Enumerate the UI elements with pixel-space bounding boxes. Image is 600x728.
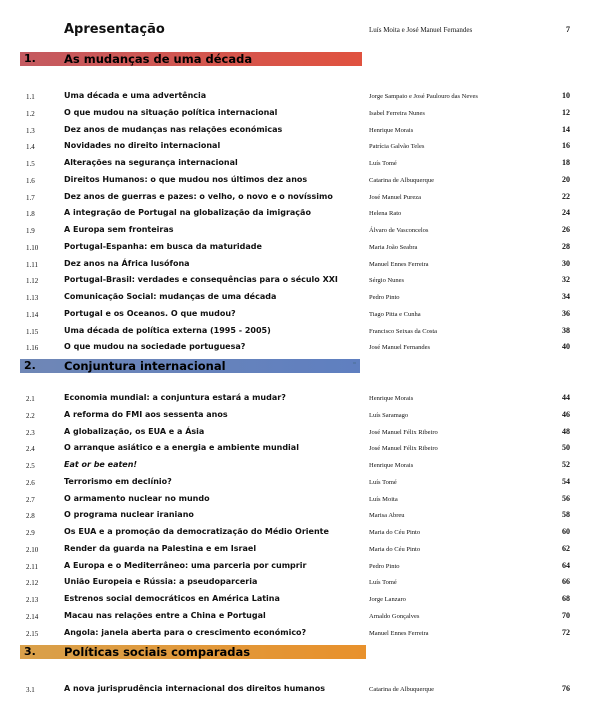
- entry-title: Portugal-Brasil: verdades e consequências para o século XXI: [64, 275, 338, 285]
- section-3-header[interactable]: [20, 645, 366, 659]
- toc-entry[interactable]: [0, 242, 600, 256]
- entry-author: Henrique Morais: [369, 462, 414, 469]
- decorative-dash: [353, 362, 356, 364]
- entry-title: Terrorismo em declínio?: [64, 476, 172, 486]
- entry-author: Manuel Ennes Ferreira: [369, 629, 429, 637]
- entry-page: 32: [562, 275, 570, 285]
- entry-number: 2.9: [26, 529, 35, 537]
- entry-number: 3.1: [26, 686, 35, 694]
- section-title: As mudanças de uma década: [64, 52, 253, 66]
- toc-entry[interactable]: [0, 443, 600, 457]
- toc-entry[interactable]: [0, 342, 600, 356]
- entry-author: Luís Tomé: [369, 579, 397, 587]
- entry-number: 1.9: [26, 227, 35, 235]
- entry-page: 18: [562, 158, 570, 167]
- entry-page: 10: [562, 91, 570, 100]
- entry-title: Economia mundial: a conjuntura estará a mudar?: [64, 393, 286, 402]
- entry-author: Henrique Morais: [369, 395, 414, 402]
- entry-title: Eat or be eaten!: [64, 460, 138, 469]
- entry-number: 2.12: [26, 579, 39, 588]
- entry-author: Francisco Seixas da Costa: [369, 327, 438, 335]
- entry-title: Os EUA e a promoção da democratização do Médio Oriente: [64, 527, 329, 536]
- entry-number: 1.12: [26, 277, 39, 286]
- entry-number: 2.10: [26, 545, 39, 554]
- toc-entry[interactable]: [0, 192, 600, 206]
- toc-entry[interactable]: [0, 561, 600, 575]
- section-1-header[interactable]: [20, 52, 362, 66]
- entry-title: Uma década e uma advertência: [64, 91, 207, 100]
- toc-entry[interactable]: [0, 427, 600, 441]
- toc-entry[interactable]: [0, 175, 600, 189]
- entry-title: A nova jurisprudência internacional dos direitos humanos: [64, 684, 325, 693]
- entry-author: Helena Rato: [369, 210, 402, 218]
- toc-entry[interactable]: [0, 594, 600, 608]
- entry-page: 14: [562, 124, 570, 134]
- toc-entry[interactable]: [0, 292, 600, 306]
- entry-number: 1.16: [26, 344, 39, 353]
- toc-entry[interactable]: [0, 477, 600, 491]
- entry-number: 1.13: [26, 294, 39, 302]
- entry-page: 36: [562, 308, 570, 318]
- toc-entry[interactable]: [0, 628, 600, 642]
- toc-entry[interactable]: [0, 326, 600, 340]
- entry-number: 1.1: [26, 93, 35, 101]
- entry-number: 2.3: [26, 428, 35, 437]
- toc-entry[interactable]: [0, 544, 600, 558]
- entry-page: 26: [562, 225, 570, 234]
- entry-author: Maria do Céu Pinto: [369, 545, 421, 553]
- entry-title: Estrenos social democráticos en América Latina: [64, 594, 280, 603]
- entry-page: 12: [562, 107, 570, 117]
- entry-title: Dez anos de guerras e pazes: o velho, o novo e o novíssimo: [64, 191, 333, 201]
- toc-entry[interactable]: [0, 527, 600, 541]
- entry-title: Portugal e os Oceanos. O que mudou?: [64, 308, 236, 318]
- entry-page: 20: [562, 174, 570, 184]
- entry-page: 70: [562, 610, 570, 620]
- entry-author: Jorge Lanzaro: [369, 596, 406, 603]
- entry-page: 28: [562, 241, 570, 251]
- entry-page: 68: [562, 594, 570, 603]
- entry-number: 1.3: [26, 126, 35, 135]
- entry-number: 2.11: [26, 562, 38, 571]
- entry-author: Luís Moita: [369, 495, 398, 503]
- entry-author: José Manuel Félix Ribeiro: [369, 445, 438, 453]
- entry-author: José Manuel Fernandes: [369, 344, 431, 352]
- entry-title: O armamento nuclear no mundo: [64, 493, 210, 503]
- toc-entry[interactable]: [0, 510, 600, 524]
- entry-author: Tiago Pitta e Cunha: [369, 310, 421, 318]
- entry-number: 2.5: [26, 462, 35, 470]
- entry-page: 54: [562, 476, 570, 486]
- entry-page: 24: [562, 208, 570, 218]
- entry-number: 2.6: [26, 478, 35, 487]
- entry-title: Portugal-Espanha: em busca da maturidade: [64, 241, 262, 251]
- entry-title: Comunicação Social: mudanças de uma década: [64, 292, 277, 301]
- toc-entry[interactable]: [0, 684, 600, 698]
- entry-title: A integração de Portugal na globalização da imigração: [64, 208, 311, 218]
- entry-author: Luís Tomé: [369, 478, 397, 486]
- entry-title: União Europeia e Rússia: a pseudoparceria: [64, 577, 258, 587]
- entry-author: Sérgio Nunes: [369, 277, 405, 285]
- entry-title: A reforma do FMI aos sessenta anos: [64, 409, 228, 419]
- entry-page: 30: [562, 258, 570, 268]
- entry-author: Manuel Ennes Ferreira: [369, 260, 429, 268]
- section-number: 1.: [24, 52, 36, 65]
- section-number: 2.: [24, 359, 36, 372]
- entry-title: Dez anos de mudanças nas relações económicas: [64, 124, 283, 134]
- toc-entry[interactable]: [0, 494, 600, 508]
- presentation-title[interactable]: Apresentação: [64, 22, 165, 37]
- entry-page: 38: [562, 325, 570, 335]
- entry-author: Catarina de Albuquerque: [369, 686, 434, 693]
- entry-number: 2.1: [26, 395, 35, 403]
- entry-number: 2.2: [26, 411, 35, 420]
- entry-page: 56: [562, 493, 570, 503]
- entry-page: 50: [562, 443, 570, 453]
- entry-title: Alterações na segurança internacional: [64, 158, 238, 167]
- toc-entry[interactable]: [0, 259, 600, 273]
- entry-title: Uma década de política externa (1995 - 2005): [64, 325, 271, 335]
- entry-number: 1.10: [26, 243, 39, 252]
- entry-number: 1.8: [26, 210, 35, 219]
- entry-title: A globalização, os EUA e a Ásia: [64, 426, 205, 436]
- entry-title: Novidades no direito internacional: [64, 141, 221, 151]
- entry-author: Álvaro de Vasconcelos: [369, 227, 429, 234]
- entry-title: Macau nas relações entre a China e Portugal: [64, 610, 266, 620]
- entry-title: A Europa sem fronteiras: [64, 225, 174, 234]
- toc-entry[interactable]: [0, 410, 600, 424]
- entry-number: 1.7: [26, 193, 35, 202]
- entry-number: 1.6: [26, 176, 35, 185]
- toc-entry[interactable]: [0, 309, 600, 323]
- entry-number: 1.2: [26, 109, 35, 118]
- entry-page: 34: [562, 292, 570, 301]
- entry-number: 1.15: [26, 327, 39, 336]
- entry-page: 62: [562, 543, 570, 553]
- entry-number: 2.4: [26, 445, 35, 454]
- entry-title: Direitos Humanos: o que mudou nos últimos dez anos: [64, 174, 308, 184]
- entry-page: 44: [562, 393, 570, 402]
- entry-number: 1.4: [26, 143, 35, 152]
- entry-author: Henrique Morais: [369, 126, 414, 134]
- toc-entry[interactable]: [0, 225, 600, 239]
- entry-author: Catarina de Albuquerque: [369, 176, 434, 184]
- entry-page: 46: [562, 409, 570, 419]
- entry-page: 22: [562, 191, 570, 201]
- entry-number: 2.14: [26, 612, 39, 621]
- toc-entry[interactable]: [0, 393, 600, 407]
- entry-page: 76: [562, 684, 570, 693]
- entry-number: 2.8: [26, 512, 35, 521]
- section-title: Conjuntura internacional: [64, 359, 226, 373]
- entry-page: 48: [562, 426, 570, 436]
- section-number: 3.: [24, 645, 36, 658]
- toc-entry[interactable]: [0, 611, 600, 625]
- entry-author: Pedro Pinto: [369, 562, 400, 570]
- entry-title: Angola: janela aberta para o crescimento económico?: [64, 627, 307, 637]
- entry-author: José Manuel Pureza: [369, 193, 421, 201]
- entry-author: Arnaldo Gonçalves: [369, 612, 420, 620]
- entry-title: Dez anos na África lusófona: [64, 258, 190, 268]
- entry-page: 40: [562, 342, 570, 352]
- toc-entry[interactable]: [0, 108, 600, 122]
- toc-entry[interactable]: [0, 577, 600, 591]
- entry-page: 16: [562, 141, 570, 151]
- entry-author: Jorge Sampaio e José Paulouro das Neves: [369, 93, 478, 100]
- entry-title: O programa nuclear iraniano: [64, 510, 194, 520]
- entry-author: Maria João Seabra: [369, 243, 418, 251]
- toc-entry[interactable]: [0, 91, 600, 105]
- entry-number: 1.5: [26, 160, 35, 168]
- entry-number: 2.7: [26, 495, 35, 504]
- entry-title: A Europa e o Mediterrâneo: uma parceria por cumprir: [64, 560, 307, 570]
- toc-entry[interactable]: [0, 275, 600, 289]
- section-2-header[interactable]: [20, 359, 360, 373]
- toc-entry[interactable]: [0, 141, 600, 155]
- presentation-author: Luís Moita e José Manuel Fernandes: [369, 26, 473, 34]
- toc-entry[interactable]: [0, 208, 600, 222]
- entry-title: O que mudou na sociedade portuguesa?: [64, 342, 246, 352]
- toc-entry[interactable]: [0, 158, 600, 172]
- entry-page: 60: [562, 527, 570, 536]
- presentation-page: 7: [566, 25, 570, 34]
- entry-title: O que mudou na situação política internacional: [64, 107, 278, 117]
- entry-page: 52: [562, 460, 570, 469]
- entry-author: Pedro Pinto: [369, 294, 400, 301]
- entry-author: Marisa Abreu: [369, 512, 405, 520]
- section-title: Políticas sociais comparadas: [64, 645, 251, 659]
- entry-page: 66: [562, 577, 570, 587]
- toc-entry[interactable]: [0, 460, 600, 474]
- entry-author: Luís Tomé: [369, 160, 397, 167]
- entry-number: 1.14: [26, 310, 39, 319]
- entry-author: Patrícia Galvão Teles: [369, 143, 425, 151]
- entry-author: Isabel Ferreira Nunes: [369, 109, 425, 117]
- entry-number: 2.13: [26, 596, 39, 604]
- entry-author: José Manuel Félix Ribeiro: [369, 428, 438, 436]
- entry-number: 1.11: [26, 260, 38, 269]
- entry-title: O arranque asiático e a energia e ambiente mundial: [64, 443, 299, 453]
- entry-page: 58: [562, 510, 570, 520]
- entry-page: 72: [562, 627, 570, 637]
- entry-author: Luís Saramago: [369, 411, 409, 419]
- entry-number: 2.15: [26, 629, 39, 638]
- entry-title: Render da guarda na Palestina e em Israel: [64, 543, 257, 553]
- entry-page: 64: [562, 560, 570, 570]
- toc-entry[interactable]: [0, 125, 600, 139]
- entry-author: Maria do Céu Pinto: [369, 529, 421, 536]
